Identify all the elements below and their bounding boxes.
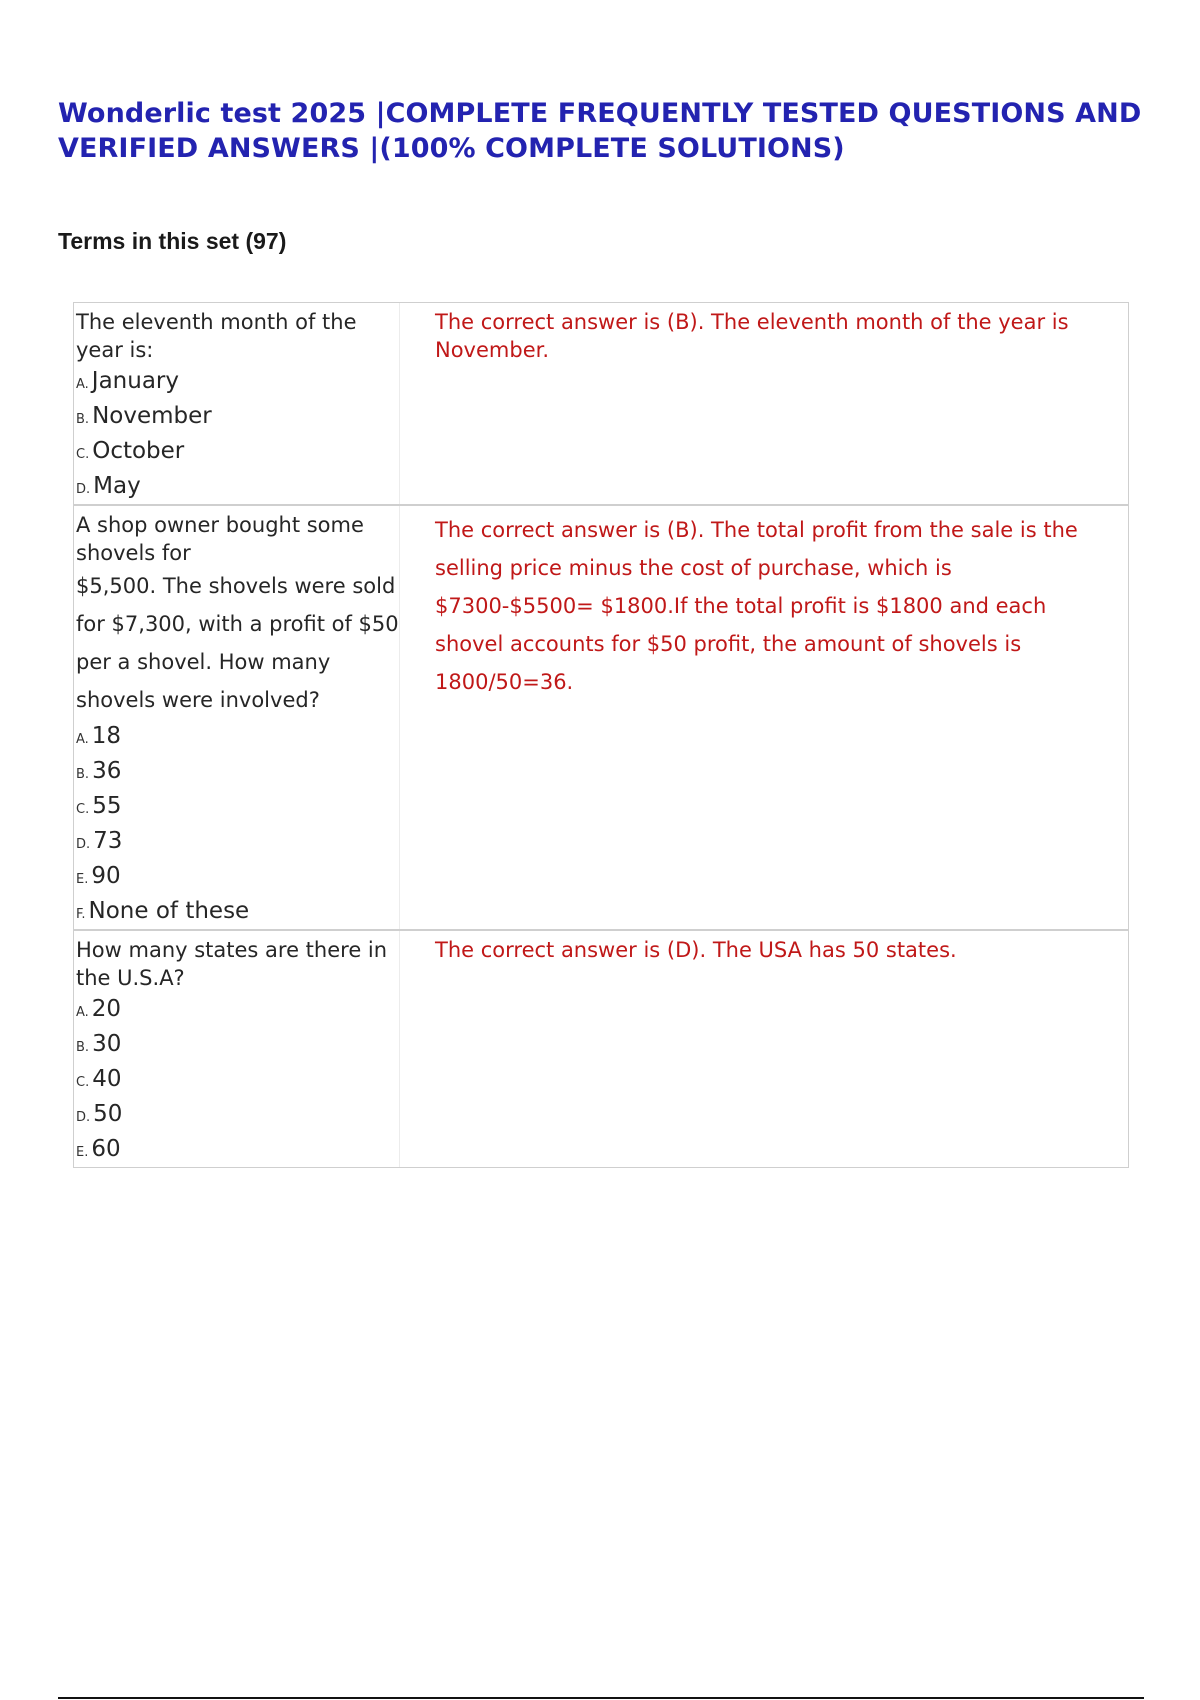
option-letter: D.	[76, 1110, 91, 1125]
option-letter: A.	[76, 1005, 89, 1020]
option-text: 40	[92, 1066, 122, 1092]
flashcard-row	[74, 504, 1128, 929]
option-letter: F.	[76, 907, 86, 922]
option-text: 18	[91, 723, 122, 749]
option-item	[76, 1132, 399, 1167]
option-text: November	[92, 403, 212, 429]
option-text: 90	[91, 863, 121, 889]
option-letter: A.	[76, 377, 89, 392]
option-item	[76, 992, 399, 1027]
option-letter: D.	[76, 837, 91, 852]
question-text-rest: $5,500. The shovels were sold for $7,300, with a profit of $50 per a shovel. How many shovels were involved?	[76, 574, 399, 712]
answer-text: The correct answer is (D). The USA has 50 states.	[435, 938, 957, 962]
option-text: October	[92, 438, 185, 464]
question-cell	[74, 506, 400, 929]
option-item	[76, 754, 399, 789]
option-item	[76, 1062, 399, 1097]
answer-text: The correct answer is (B). The total profit from the sale is the selling price minus the cost of purchase, which is $7300-$5500= $1800.If the total profit is $1800 and each shovel accounts for $50 profit, the amount of shovels is 1800/50=36.	[435, 518, 1078, 694]
option-text: 73	[93, 828, 123, 854]
option-letter: C.	[76, 1075, 90, 1090]
option-item	[76, 364, 399, 399]
option-letter: C.	[76, 447, 90, 462]
flashcard-table	[73, 302, 1129, 1168]
option-item	[76, 824, 399, 859]
question-cell	[74, 931, 400, 1167]
options-list	[76, 719, 399, 929]
option-text: 20	[91, 996, 122, 1022]
option-item	[76, 894, 399, 929]
question-cell	[74, 303, 400, 504]
flashcard-row	[74, 929, 1128, 1167]
option-item	[76, 719, 399, 754]
option-item	[76, 789, 399, 824]
option-letter: A.	[76, 732, 89, 747]
options-list	[76, 364, 399, 504]
answer-text: The correct answer is (B). The eleventh month of the year is November.	[435, 310, 1069, 362]
option-letter: B.	[76, 1040, 90, 1055]
flashcard-row	[74, 303, 1128, 504]
option-text: 36	[92, 758, 122, 784]
option-item	[76, 1027, 399, 1062]
option-item	[76, 434, 399, 469]
option-item	[76, 399, 399, 434]
option-letter: E.	[76, 872, 89, 887]
document-title: Wonderlic test 2025 |COMPLETE FREQUENTLY TESTED QUESTIONS AND VERIFIED ANSWERS |(100% COMPLETE SOLUTIONS)	[58, 98, 1142, 164]
option-letter: B.	[76, 767, 90, 782]
question-text: The eleventh month of the year is:	[76, 310, 357, 362]
option-item	[76, 469, 399, 504]
answer-cell	[400, 931, 1128, 1167]
option-item	[76, 859, 399, 894]
footer-divider	[58, 1697, 1144, 1699]
answer-cell	[400, 506, 1128, 929]
question-text: How many states are there in the U.S.A?	[76, 938, 388, 990]
question-text-lead: A shop owner bought some shovels for	[76, 513, 364, 565]
option-text: 55	[92, 793, 122, 819]
option-text: 60	[91, 1136, 121, 1162]
option-letter: E.	[76, 1145, 89, 1160]
option-text: 50	[93, 1101, 123, 1127]
option-text: 30	[92, 1031, 122, 1057]
terms-count-heading: Terms in this set (97)	[58, 228, 287, 254]
option-text: January	[91, 368, 179, 394]
option-item	[76, 1097, 399, 1132]
option-text: May	[93, 473, 141, 499]
option-letter: D.	[76, 482, 91, 497]
options-list	[76, 992, 399, 1167]
option-letter: B.	[76, 412, 90, 427]
answer-cell	[400, 303, 1128, 504]
option-text: None of these	[88, 898, 250, 924]
option-letter: C.	[76, 802, 90, 817]
